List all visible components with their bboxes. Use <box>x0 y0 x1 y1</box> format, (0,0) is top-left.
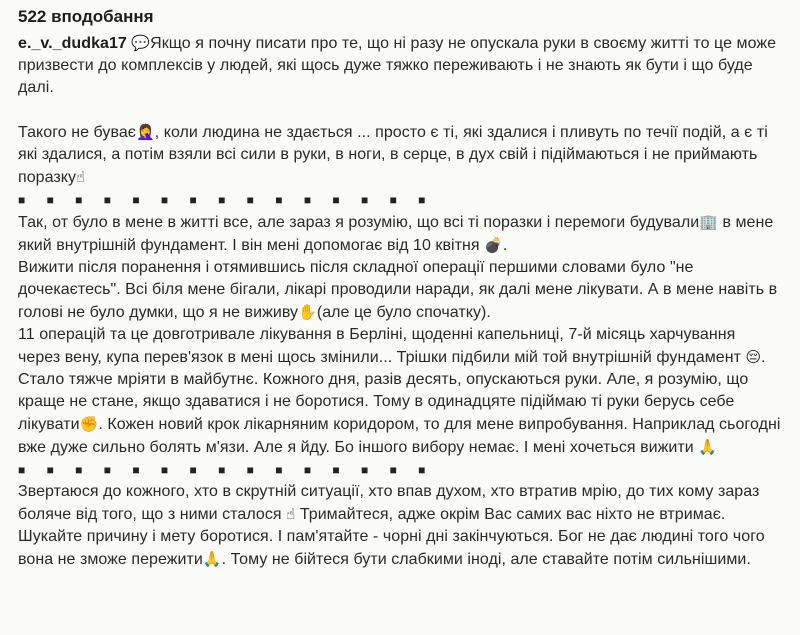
caption-paragraph-4 <box>18 257 782 324</box>
caption-paragraph-5 <box>18 324 782 459</box>
caption-text: . Кожен новий крок лікарняним коридором, то для мене випробування. Наприклад сьогодні вже дуже сильно болять м'язи. Але я йду. Бо іншого вибору немає. І мені хочеться вижити <box>18 416 781 456</box>
likes-count[interactable]: 522 вподобання <box>18 7 154 26</box>
caption-text: Якщо я почну писати про те, що ні разу не опускала руки в своєму житті то це може призвести до комплексів у людей, які щось дуже тяжко переживають і не знають як бути і що буде далі. <box>18 35 777 96</box>
caption-text: . Тому не бійтеся бути слабкими іноді, але ставайте потім сильнішими. <box>221 551 751 568</box>
divider-dots: ■ ■ ■ ■ ■ ■ ■ ■ ■ ■ ■ ■ ■ ■ ■ <box>18 193 435 207</box>
caption-text: Вижити після поранення і отямившись після складної операції першими словами було "не дочекаєтесь". Всі біля мене бігали, лікарі проводили наради, як далі мене лікувати. А в мене навіть в голові не було думки, що я не виживу <box>18 259 778 321</box>
caption-text: Звертаюся до кожного, хто в скрутній ситуації, хто впав духом, хто втратив мрію, до тих кому зараз боляче від того, що з ними сталося <box>18 483 760 523</box>
pensive-face-icon: 😔 <box>745 348 762 366</box>
building-icon: 🏢 <box>699 213 718 231</box>
raised-fist-icon: ✊ <box>79 415 99 433</box>
spacer <box>18 99 782 121</box>
caption-paragraph-6 <box>18 481 782 571</box>
username-link[interactable]: e._v._dudka17 <box>18 35 127 52</box>
divider-dots: ■ ■ ■ ■ ■ ■ ■ ■ ■ ■ ■ ■ ■ ■ ■ <box>18 463 435 477</box>
praying-hands-icon: 🙏 <box>698 438 717 456</box>
caption-paragraph-3 <box>18 211 782 257</box>
caption-paragraph-1 <box>18 32 782 99</box>
speech-balloon-icon: 💬 <box>131 34 151 52</box>
caption-text: Такого не буває <box>18 124 136 141</box>
caption-text: Так, от було в мене в житті все, але зараз я розумію, що всі ті поразки і перемоги будували <box>18 214 700 231</box>
caption-text: , коли людина не здається ... просто є ті, які здалися і пливуть по течії подій, а є ті які здалися, а потім взяли всі сили в руки, в ноги, в серце, в дух свій і підіймаються і не приймають поразку <box>18 124 768 186</box>
bomb-icon: 💣 <box>484 236 503 254</box>
facepalm-icon: 🤦‍♀️ <box>135 123 155 141</box>
point-up-icon: ☝ <box>76 168 86 186</box>
caption-text: . Стало тяжче мріяти в майбутнє. Кожного дня, разів десять, опускаються руки. Але, я розумію, що краще не стане, якщо здаватися і не боротися. Тому в одинадцяте підіймаю ті руки берусь себе лікувати <box>18 349 766 433</box>
caption-text: (але це було спочатку). <box>316 304 491 321</box>
praying-hands-icon: 🙏 <box>202 550 222 568</box>
caption-text: Тримайтеся, адже окрім Вас самих вас ніхто не втримає. Шукайте причину і мету боротися. І пам'ятайте - чорні дні закінчуються. Бог не дає людині того чого вона не зможе пережити <box>18 506 765 568</box>
caption-text: . <box>502 237 508 254</box>
post-caption <box>18 32 782 571</box>
caption-paragraph-2 <box>18 121 782 189</box>
caption-text: в мене який внутрішній фундамент. І він мені допомогає від 10 квітня <box>18 214 774 254</box>
raised-hand-icon: ✋ <box>298 303 317 321</box>
caption-text: 11 операцій та це довготривале лікування в Берліні, щоденні капельниці, 7-й місяць харчування через вену, купа перев'язок в мені щось змінили... Трішки підбили мій той внутрішній фундамент <box>18 326 746 366</box>
point-up-icon: ☝ <box>286 505 296 523</box>
